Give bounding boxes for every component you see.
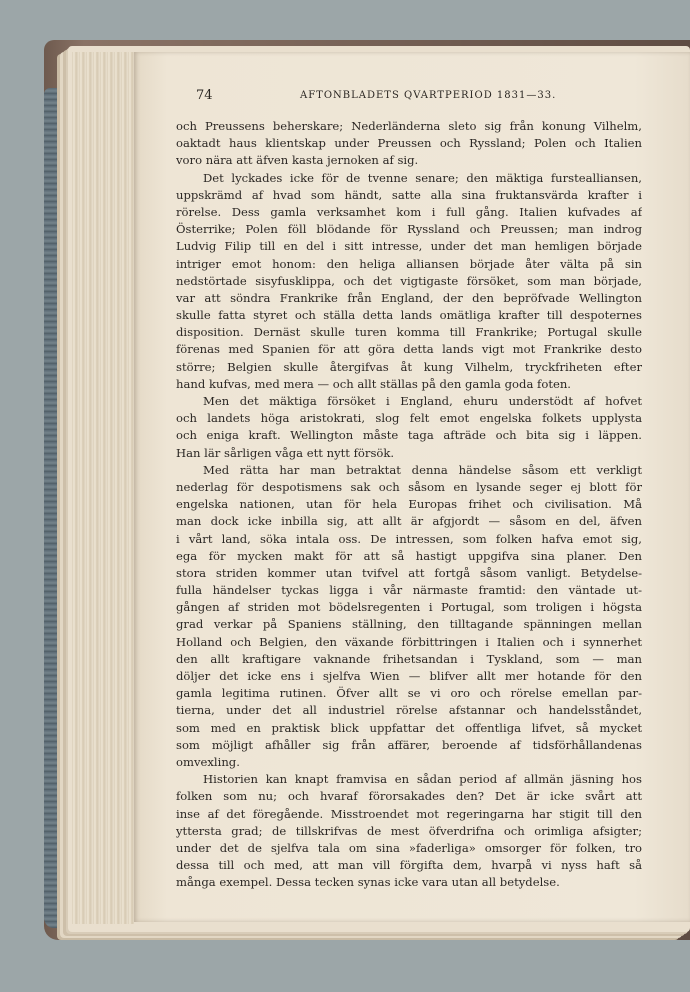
running-head: AFTONBLADETS QVARTPERIOD 1831—33. [300,90,557,101]
text-line: Holland och Belgien, den växande förbittringen i Italien och i synnerhet [176,634,642,649]
text-line: och Preussens beherskare; Nederländerna sleto sig från konung Vilhelm, [176,119,642,133]
text-line: Ludvig Filip till en del i sitt intresse, under det man hemligen började [176,239,642,254]
text-line: Historien kan knapt framvisa en sådan period af allmän jäsning hos [203,772,642,787]
text-line: som möjligt afhåller sig från affärer, beroende af tidsförhållandenas [176,737,642,752]
text-line: Han lär sårligen våga ett nytt försök. [176,445,395,460]
text-line: yttersta grad; de tillskrifvas de mest öfverdrifna och orimliga afsigter; [176,823,642,838]
text-line: uppskrämd af hvad som händt, satte alla sina fruktansvärda krafter i [176,187,642,202]
text-line: gamla legitima rutinen. Öfver allt se vi oro och rörelse emellan par- [176,686,642,701]
text-line: den allt kraftigare vaknande frihetsandan i Tyskland, som — man [176,651,642,666]
text-line: engelska nationen, utan för hela Europas frihet och civilisation. Må [176,497,642,512]
text-line: ega för mycken makt för att så hastigt uppgifva sina planer. Den [176,548,642,563]
text-line: omvexling. [176,754,240,769]
text-line: Det lyckades icke för de tvenne senare; den mäktiga furstealliansen, [203,170,642,185]
text-line: som med en praktisk blick uppfattar det offentliga lifvet, så mycket [176,720,642,735]
text-line: tierna, under det all industriel rörelse afstannar och handelsståndet, [176,703,642,718]
text-line: fulla händelser tyckas ligga i vår närmaste framtid: den väntade ut- [176,583,642,598]
page-edges [72,52,134,924]
body-text [176,118,642,891]
text-line: inse af det föregående. Misstroendet mot regeringarna har stigit till den [176,806,642,821]
text-line: många exempel. Dessa tecken synas icke vara utan all betydelse. [176,875,560,890]
text-line: under det de sjelfva tala om sina »faderliga» omsorger för folken, tro [176,840,642,855]
text-line: voro nära att äfven kasta jernoken af sig. [176,153,419,168]
text-line: rörelse. Dess gamla verksamhet kom i full gång. Italien kufvades af [176,204,642,219]
text-line: disposition. Dernäst skulle turen komma till Frankrike; Portugal skulle [176,325,642,340]
text-line: döljer det icke ens i sjelfva Wien — blifver allt mer hotande för den [176,669,642,683]
text-line: i vårt land, söka intala oss. De intressen, som folken hafva emot sig, [176,531,642,546]
text-line: skulle fatta styret och ställa detta lands omätliga krafter till despoternes [176,308,642,323]
text-line: var att söndra Frankrike från England, der den bepröfvade Wellington [176,290,642,305]
text-line: intriger emot honom: den heliga alliansen började åter välta på sin [176,256,642,271]
text-line: och landets höga aristokrati, slog felt emot engelska folkets upplysta [176,411,642,426]
text-line: gången af striden mot bödelsregenten i Portugal, som troligen i högsta [176,600,642,615]
text-line: grad verkar på Spaniens ställning, den tilltagande spänningen mellan [176,617,642,632]
text-line: man dock icke inbilla sig, att allt är afgjordt — såsom en del, äfven [176,514,642,529]
text-line: och eniga kraft. Wellington måste taga afträde och bita sig i läppen. [176,428,642,443]
text-line: nederlag för despotismens sak och såsom en lysande seger ej blott för [176,479,642,494]
text-line: stora striden kommer utan tvifvel att fortgå såsom vanligt. Betydelse- [176,565,642,580]
text-line: oaktadt haus klientskap under Preussen och Ryssland; Polen och Italien [176,136,642,151]
page-number: 74 [196,88,213,103]
text-line: dessa till och med, att man vill förgifta dem, hvarpå vi nyss haft så [176,858,642,873]
book-spine-edge [44,88,70,928]
text-line: förenas med Spanien för att göra detta lands vigt mot Frankrike desto [176,342,642,357]
text-line: större; Belgien skulle återgifvas åt kung Vilhelm, tryckfriheten efter [176,359,642,374]
text-line: hand kufvas, med mera — och allt ställas på den gamla goda foten. [176,376,571,391]
text-line: Österrike; Polen föll blödande för Ryssland och Preussen; man indrog [176,222,642,237]
text-line: nedstörtade sisyfusklippa, och det vigtigaste försöket, som man började, [176,273,642,288]
text-line: Med rätta har man betraktat denna händelse såsom ett verkligt [203,462,642,477]
text-line: Men det mäktiga försöket i England, ehuru understödt af hofvet [203,394,642,408]
text-line: folken som nu; och hvaraf förorsakades den? Det är icke svårt att [176,789,642,804]
